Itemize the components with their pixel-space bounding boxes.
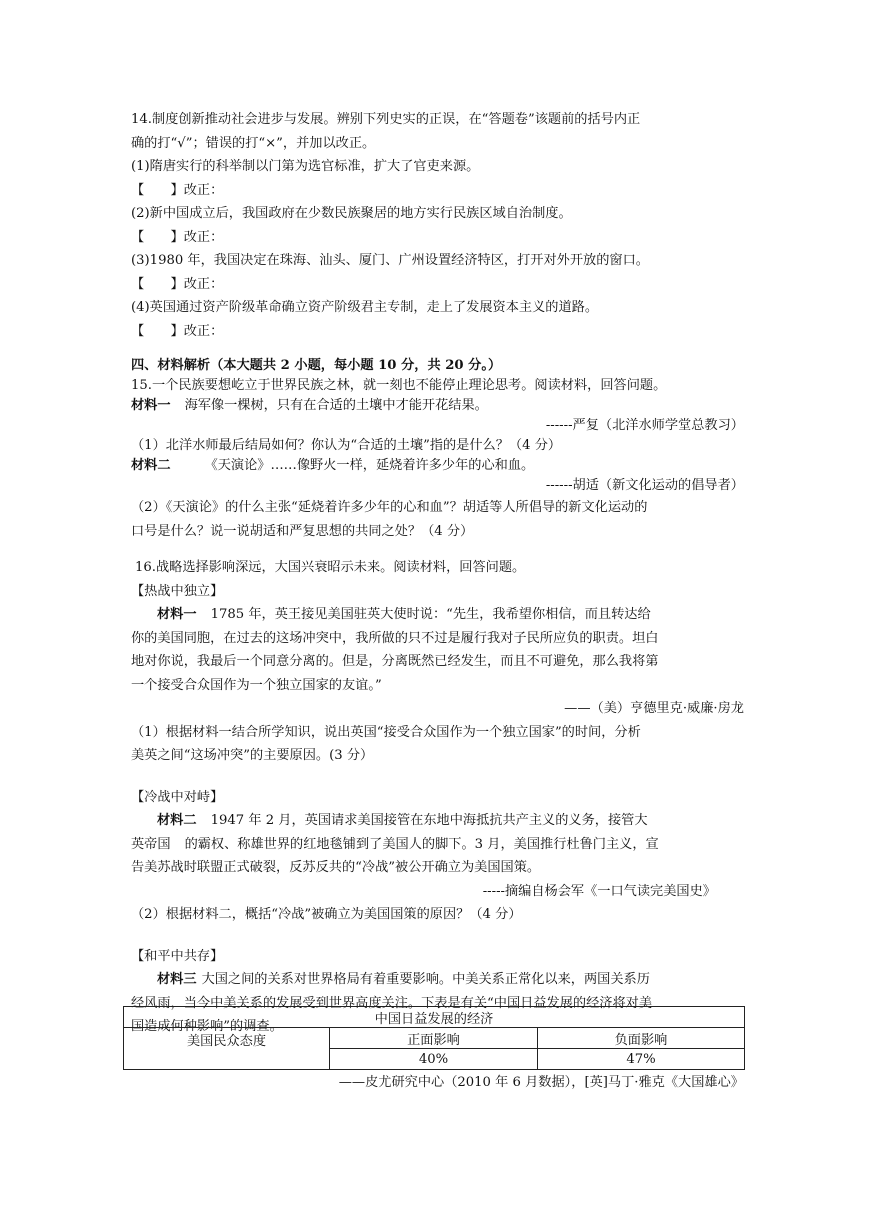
q16-material-1-line3: 地对你说，我最后一个同意分离的。但是，分离既然已经发生，而且不可避免，那么我将第 <box>131 654 659 669</box>
q14-item-4: (4)英国通过资产阶级革命确立资产阶级君主专制，走上了发展资本主义的道路。 <box>131 300 599 315</box>
q14-stem-line1: 14.制度创新推动社会进步与发展。辨别下列史实的正误，在“答题卷”该题前的括号内正 <box>131 112 641 127</box>
table-source: ——皮尤研究中心（2010 年 6 月数据），[英]马丁·雅克《大国雄心》 <box>338 1075 744 1090</box>
q16-material-2-label: 材料二 <box>157 813 197 828</box>
q16-material-3-line3: 国造成何种影响”的调查。 <box>131 1019 283 1034</box>
q16-material-1-label: 材料一 <box>157 607 197 622</box>
q14-answer-mark-3: 【 】改正： <box>131 276 224 292</box>
table-col-positive: 正面影响 <box>330 1028 538 1049</box>
document-page <box>131 108 744 1039</box>
q16-heading-peace: 【和平中共存】 <box>131 948 224 964</box>
section-4-heading: 四、材料解析（本大题共 2 小题，每小题 10 分，共 20 分。） <box>131 358 502 373</box>
q15-stem: 15.一个民族要想屹立于世界民族之林，就一刻也不能停止理论思考。阅读材料，回答问题。 <box>131 378 667 393</box>
table-title-row <box>124 1007 745 1028</box>
q16-material-2-line3: 告美苏战时联盟正式破裂，反苏反共的“冷战”被公开确立为美国国策。 <box>131 860 541 875</box>
q15-question-1: （1）北洋水师最后结局如何？你认为“合适的土壤”指的是什么？（4 分） <box>131 438 562 453</box>
q15-material-1-source: ------严复（北洋水师学堂总教习） <box>545 418 744 433</box>
q15-material-1 <box>131 396 744 416</box>
q15-material-2-source: ------胡适（新文化运动的倡导者） <box>545 478 744 493</box>
q16-material-2-text2b: 的霸权、称雄世界的红地毯铺到了美国人的脚下。3 月，美国推行杜鲁门主义，宣 <box>184 836 659 852</box>
q16-material-2-text2a: 英帝国 <box>131 836 171 852</box>
table-col-negative: 负面影响 <box>538 1028 745 1049</box>
q15-material-2 <box>131 456 744 476</box>
q15-material-1-label: 材料一 <box>131 398 171 413</box>
q16-heading-hot-war: 【热战中独立】 <box>131 583 224 599</box>
q15-material-2-label: 材料二 <box>131 458 171 473</box>
q16-material-2-line1 <box>131 809 744 833</box>
q14-answer-mark-2: 【 】改正： <box>131 229 224 245</box>
q16-material-2-line2 <box>131 833 744 857</box>
q16-question-1-line2: 美英之间“这场冲突”的主要原因。(3 分） <box>131 748 374 763</box>
q14-item-3: (3)1980 年，我国决定在珠海、汕头、厦门、广州设置经济特区，打开对外开放的窗口。 <box>131 253 649 268</box>
q15-question-2-line1: （2）《天演论》的什么主张“延烧着许多少年的心和血”？胡适等人所倡导的新文化运动的 <box>131 500 648 515</box>
q16-heading-cold-war: 【冷战中对峙】 <box>131 789 224 805</box>
q15-material-1-text: 海军像一棵树，只有在合适的土壤中才能开花结果。 <box>184 398 488 413</box>
q16-material-1-text1: 1785 年，英王接见美国驻英大使时说：“先生，我希望你相信，而且转达给 <box>210 607 651 622</box>
q16-material-3-line2: 经风雨，当今中美关系的发展受到世界高度关注。下表是有关“中国日益发展的经济将对美 <box>131 995 653 1011</box>
table-row-header: 美国民众态度 <box>124 1028 330 1070</box>
table-value-positive: 40% <box>330 1049 538 1070</box>
table-value-negative: 47% <box>538 1049 745 1070</box>
table-title: 中国日益发展的经济 <box>124 1007 745 1028</box>
q16-material-2-text1: 1947 年 2 月，英国请求美国接管在东地中海抵抗共产主义的义务，接管大 <box>210 813 648 828</box>
q16-material-2-source: -----摘编自杨会军《一口气读完美国史》 <box>482 883 716 899</box>
q16-material-3-text1: 大国之间的关系对世界格局有着重要影响。中美关系正常化以来，两国关系历 <box>201 972 650 987</box>
q16-material-1-line1 <box>131 603 744 627</box>
q14-item-2: (2)新中国成立后，我国政府在少数民族聚居的地方实行民族区域自治制度。 <box>131 206 572 221</box>
table-row <box>124 1028 745 1049</box>
q16-question-1-line1: （1）根据材料一结合所学知识，说出英国“接受合众国作为一个独立国家”的时间，分析 <box>131 724 641 740</box>
q16-material-1-line2: 你的美国同胞，在过去的这场冲突中，我所做的只不过是履行我对子民所应负的职责。坦白 <box>131 630 659 646</box>
q14-stem-line2: 确的打“√”；错误的打“×”，并加以改正。 <box>131 135 376 151</box>
q15-question-2-line2: 口号是什么？说一说胡适和严复思想的共同之处？（4 分） <box>131 523 474 539</box>
survey-table <box>123 1006 745 1070</box>
q16-stem: 16.战略选择影响深远，大国兴衰昭示未来。阅读材料，回答问题。 <box>135 560 526 575</box>
q16-material-3-label: 材料三 <box>157 972 197 987</box>
q15-material-2-text: 《天演论》……像野火一样，延烧着许多少年的心和血。 <box>204 458 535 473</box>
q14-answer-mark-4: 【 】改正： <box>131 323 224 339</box>
q16-material-3-line1 <box>131 968 744 992</box>
q16-material-1-line4: 一个接受合众国作为一个独立国家的友谊。” <box>131 677 382 693</box>
q16-material-1-source: ——（美）亨德里克·威廉·房龙 <box>564 701 744 716</box>
q14-answer-mark-1: 【 】改正： <box>131 182 224 198</box>
q14-item-1: (1)隋唐实行的科举制以门第为选官标准，扩大了官吏来源。 <box>131 159 480 174</box>
q16-question-2: （2）根据材料二，概括“冷战”被确立为美国国策的原因？（4 分） <box>131 907 522 922</box>
